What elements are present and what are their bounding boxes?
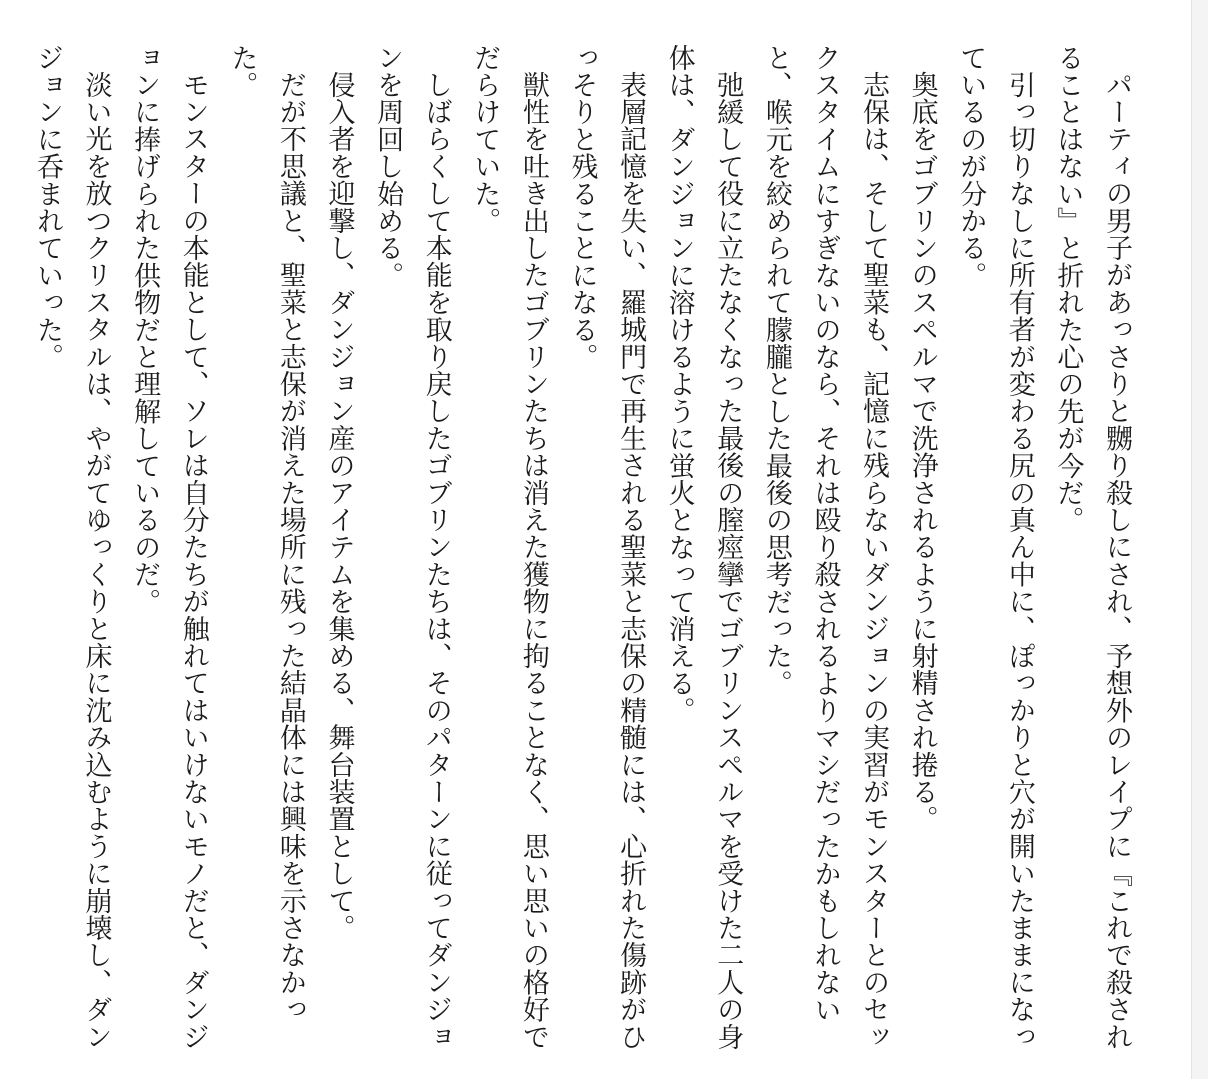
paragraph: 侵入者を迎撃し、ダンジョン産のアイテムを集める、舞台装置として。 xyxy=(323,71,355,942)
paragraph: 淡い光を放つクリスタルは、やがてゆっくりと床に沈み込むように崩壊し、ダンジョンに呑まれていった。 xyxy=(31,44,112,1051)
paragraph: 表層記憶を失い、羅城門で再生される聖菜と志保の精髄には、心折れた傷跡がひっそりと残ることになる。 xyxy=(566,44,647,1051)
paragraph: 弛緩して役に立たなくなった最後の膣痙攣でゴブリンスペルマを受けた二人の身体は、ダンジョンに溶けるように蛍火となって消える。 xyxy=(663,44,744,1051)
paragraph: パーティの男子があっさりと嬲り殺しにされ、予想外のレイプに『これで殺されることはない』と折れた心の先が今だ。 xyxy=(1052,44,1132,1051)
paragraph: 志保は、そして聖菜も、記憶に残らないダンジョンの実習がモンスターとのセックスタイムにすぎないのなら、それは殴り殺されるよりマシだったかもしれないと、喉元を絞められて朦朧とした最後の思考だった。 xyxy=(760,44,890,1051)
page-edge-scroll-gutter xyxy=(1191,0,1208,1079)
paragraph: 獣性を吐き出したゴブリンたちは消えた獲物に拘ることなく、思い思いの格好でだらけていた。 xyxy=(469,44,549,1051)
paragraph: 引っ切りなしに所有者が変わる尻の真ん中に、ぽっかりと穴が開いたままになっているのが分かる。 xyxy=(955,44,1035,1051)
paragraph: しばらくして本能を取り戻したゴブリンたちは、そのパターンに従ってダンジョンを周回し始める。 xyxy=(372,44,452,1051)
paragraph: 奥底をゴブリンのスペルマで洗浄されるように射精され捲る。 xyxy=(906,71,938,833)
vertical-text-body xyxy=(22,44,1140,1054)
paragraph: モンスターの本能として、ソレは自分たちが触れてはいけないモノだと、ダンジョンに捧げられた供物だと理解しているのだ。 xyxy=(129,44,209,1051)
paragraph: だが不思議と、聖菜と志保が消えた場所に残った結晶体には興味を示さなかった。 xyxy=(226,44,306,1024)
